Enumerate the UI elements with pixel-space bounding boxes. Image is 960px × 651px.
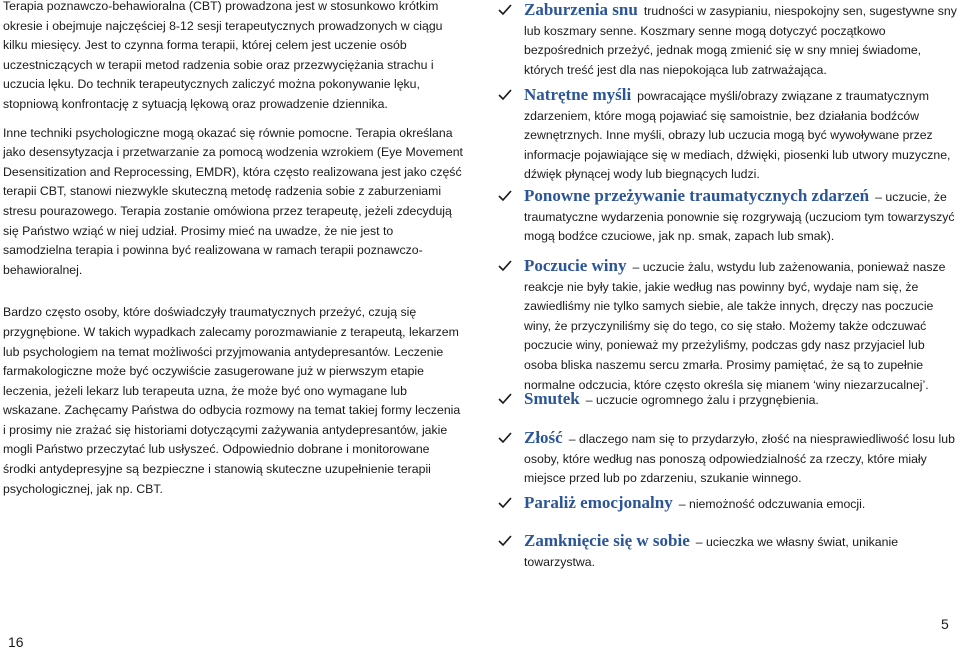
- page-number-right: 5: [941, 616, 949, 632]
- check-icon: [498, 393, 512, 405]
- check-icon: [498, 432, 512, 444]
- term-sadness: Smutek: [524, 389, 580, 408]
- check-icon: [498, 260, 512, 272]
- list-item: [498, 0, 960, 80]
- term-anger: Złość: [524, 428, 563, 447]
- term-description: – uczucie, że traumatyczne wydarzenia ponownie się rozgrywają (uczuciom tym towarzyszyć mogą bodźce czuciowe, jak np. smak, zapach lub smak).: [524, 190, 955, 244]
- term-description: powracające myśli/obrazy związane z traumatycznym zdarzeniem, które mogą pojawiać się samoistnie, bez działania bodźców zewnętrznych. Inne myśli, obrazy lub uczucia mogą być wywoływane przez informacje pojawiające się w mediach, dźwięki, piosenki lub utwory muzyczne, dźwięk płynącej wody lub biegnących ludzi.: [524, 89, 951, 182]
- check-icon: [498, 4, 512, 16]
- term-description: – niemożność odczuwania emocji.: [678, 497, 866, 511]
- check-icon: [498, 535, 512, 547]
- term-sleep-disorders: Zaburzenia snu: [524, 0, 638, 19]
- list-item: [498, 85, 960, 185]
- term-reliving-trauma: Ponowne przeżywanie traumatycznych zdarzeń: [524, 186, 870, 205]
- check-icon: [498, 497, 512, 509]
- page-number-left: 16: [8, 634, 24, 650]
- term-description: – uczucie żalu, wstydu lub zażenowania, ponieważ nasze reakcje nie były takie, jakie według nas powinny być, wydaje nam się, że zawiedliśmy nie tylko samych siebie, ale także innych, dręczy nas poczucie winy, że przyczyniliśmy się do tego, co się stało. Możemy także odczuwać poczucie winy, ponieważ my przeżyliśmy, podczas gdy nasz przyjaciel lub osoba bliska naszemu sercu zmarła. Prosimy pamiętać, że są to zupełnie normalne odczucia, które często określa się mianem ‘winy niezarzucalnej’.: [524, 260, 946, 392]
- term-description: – ucieczka we własny świat, unikanie towarzystwa.: [524, 535, 899, 569]
- list-item: [498, 256, 960, 395]
- term-description: – uczucie ogromnego żalu i przygnębienia.: [585, 393, 819, 407]
- check-icon: [498, 190, 512, 202]
- term-intrusive-thoughts: Natrętne myśli: [524, 85, 632, 104]
- paragraph-emdr: Inne techniki psychologiczne mogą okazać się równie pomocne. Terapia określana jako desensytyzacja i przetwarzanie za pomocą wodzenia wzrokiem (Eye Movement Desensitization and Reprocessing, EMDR), która często realizowana jest jako część terapii CBT, stanowi niezwykle skuteczną metodę radzenia sobie z zaburzeniami stresu pourazowego. Terapia zostanie omówiona przez terapeutę, jeżeli zdecydują się Państwo wziąć w niej udział. Prosimy mieć na uwadze, że nie jest to samodzielna terapia i powinna być realizowana w ramach terapii poznawczo-behawioralnej.: [3, 125, 463, 277]
- term-withdrawal: Zamknięcie się w sobie: [524, 531, 690, 550]
- list-item: [498, 186, 960, 247]
- check-icon: [498, 89, 512, 101]
- list-item: [498, 428, 960, 489]
- left-column: [3, 0, 465, 499]
- list-item: [498, 493, 960, 515]
- paragraph-cbt-intro: Terapia poznawczo-behawioralna (CBT) prowadzona jest w stosunkowo krótkim okresie i obejmuje najczęściej 8-12 sesji terapeutycznych prowadzonych w ciągu kilku miesięcy. Jest to czynna forma terapii, której celem jest uczenie osób uczestniczących w terapii metod radzenia sobie oraz przezwyciężania strachu i uczucia lęku. Do technik terapeutycznych zaliczyć można pokonywanie lęku, stopniową konfrontację z sytuacją lękową oraz prowadzenie dziennika.: [3, 0, 443, 111]
- term-description: – dlaczego nam się to przydarzyło, złość na niesprawiedliwość losu lub osoby, które według nas ponoszą odpowiedzialność za rzeczy, które miały miejsce przed lub po zdarzeniu, szukanie winnego.: [524, 432, 955, 486]
- term-emotional-paralysis: Paraliż emocjonalny: [524, 493, 673, 512]
- term-guilt: Poczucie winy: [524, 256, 627, 275]
- paragraph-antidepressants: Bardzo często osoby, które doświadczyły traumatycznych przeżyć, czują się przygnębione. W takich wypadkach zalecamy porozmawianie z terapeutą, lekarzem lub psychologiem na temat możliwości przyjmowania antydepresantów. Leczenie farmakologiczne może być oczywiście zasugerowane już w pierwszym etapie leczenia, jeżeli lekarz lub terapeuta uzna, że może być ono wymagane lub wskazane. Zachęcamy Państwa do odbycia rozmowy na temat takiej formy leczenia i prosimy nie zrażać się historiami dotyczącymi zażywania antydepresantów, jakie mogli Państwo przeczytać lub usłyszeć. Odpowiednio dobrane i monitorowane środki antydepresyjne są bezpieczne i stanowią skuteczne uzupełnienie terapii psychologicznej, jak np. CBT.: [3, 305, 461, 496]
- list-item: [498, 531, 960, 572]
- term-description: trudności w zasypianiu, niespokojny sen, sugestywne sny lub koszmary senne. Koszmary senne mogą dotyczyć początkowo bezpośrednich przeżyć, jednak mogą zmienić się w sny mniej świadome, których treść jest dla nas niepokojąca lub zatrważająca.: [524, 4, 957, 77]
- list-item: [498, 389, 960, 411]
